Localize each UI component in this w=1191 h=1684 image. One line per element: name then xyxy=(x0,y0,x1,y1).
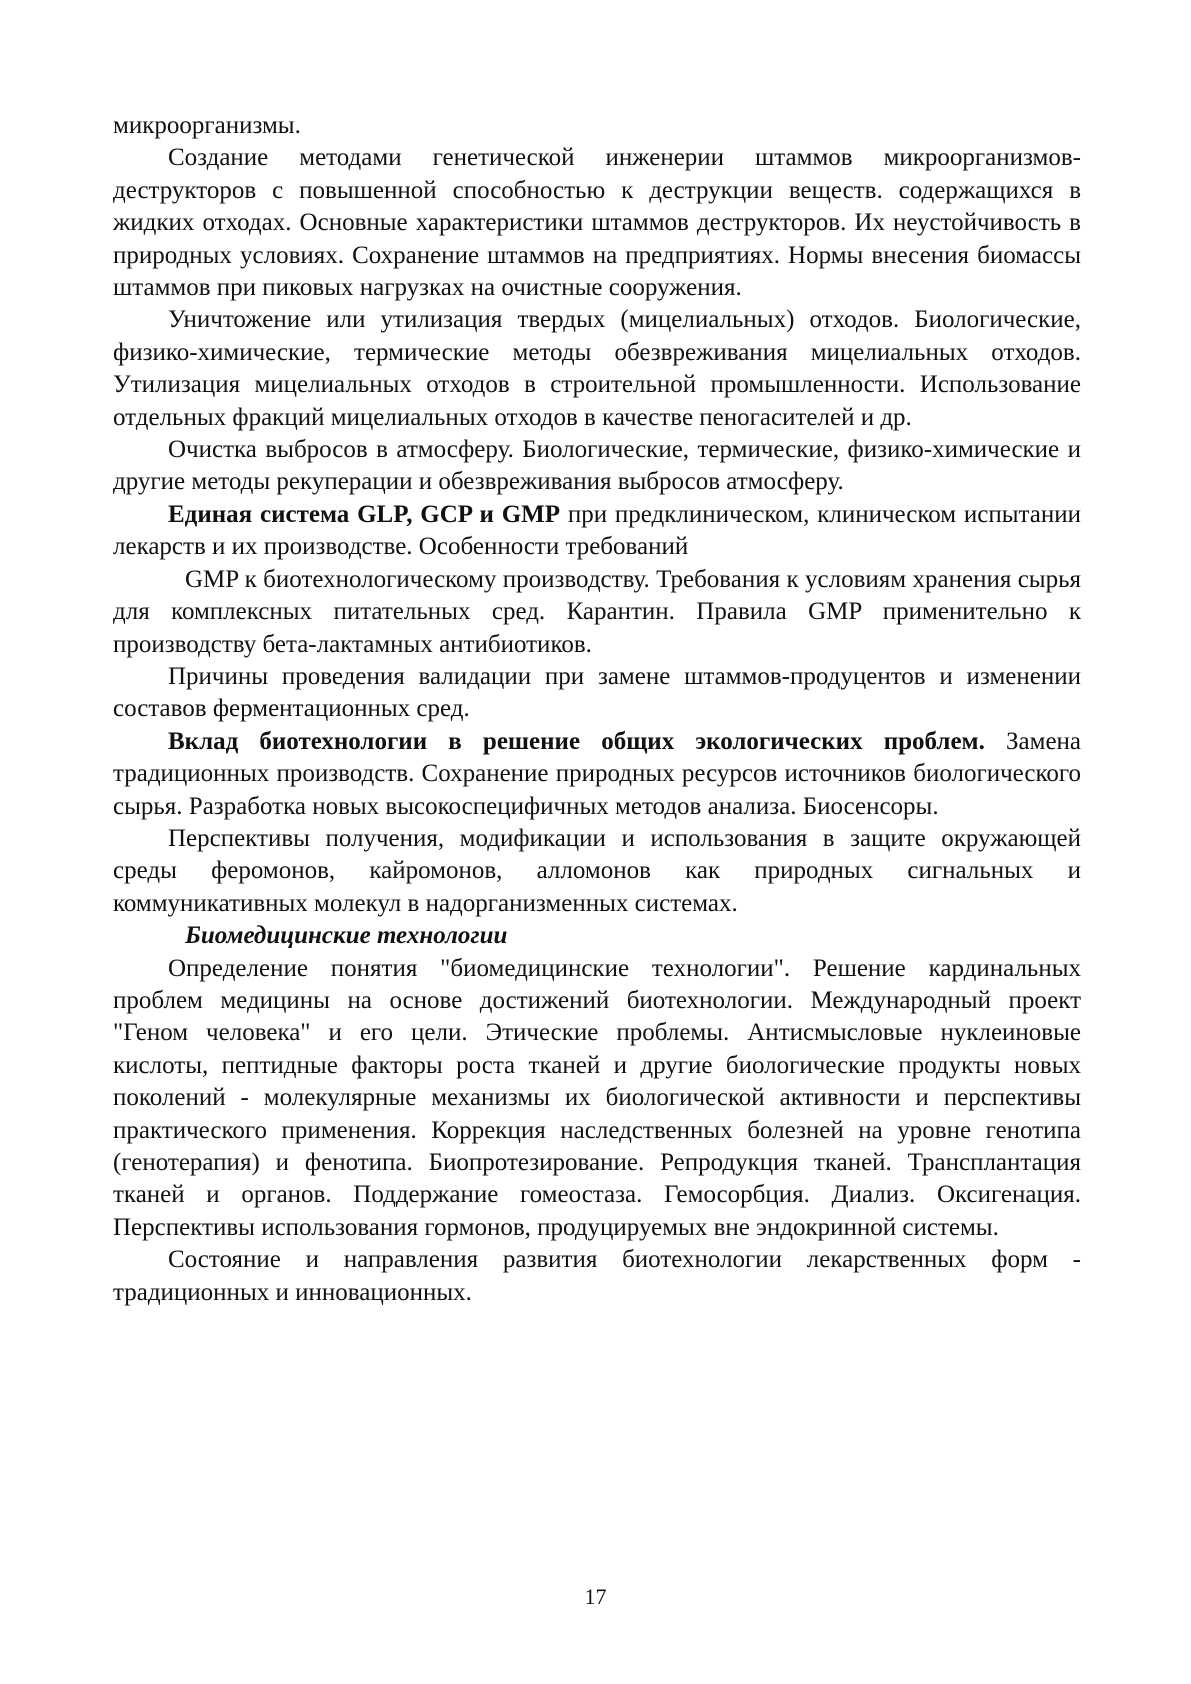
paragraph-ecology-contribution xyxy=(113,726,1081,823)
paragraph-glp-gcp-gmp-text: при предклиническом, клиническом испытании лекарств и их производстве. Особенности требований xyxy=(113,500,1081,561)
bold-term-glp-gcp-gmp: Единая система GLP, GCP и GMP xyxy=(168,500,561,528)
section-heading-biomedical: Биомедицинские технологии xyxy=(185,922,508,950)
paragraph-drug-forms: Состояние и направления развития биотехнологии лекарственных форм - традиционных и инновационных. xyxy=(113,1246,1081,1306)
page-body xyxy=(113,110,1081,1309)
paragraph-solid-waste: Уничтожение или утилизация твердых (мицелиальных) отходов. Биологические, физико-химические, термические методы обезвреживания мицелиальных отходов. Утилизация мицелиальных отходов в строительной промышленности. Использование отдельных фракций мицелиальных отходов в качестве пеногасителей и др. xyxy=(113,306,1081,431)
paragraph-gmp-requirements: GMP к биотехнологическому производству. Требования к условиям хранения сырья для комплексных питательных сред. Карантин. Правила GMP применительно к производству бета-лактамных антибиотиков. xyxy=(113,565,1081,658)
paragraph-pheromones: Перспективы получения, модификации и использования в защите окружающей среды феромонов, кайромонов, алломонов как природных сигнальных и коммуникативных молекул в надорганизменных системах. xyxy=(113,824,1081,917)
paragraph-destructor-strains: Создание методами генетической инженерии штаммов микроорганизмов-деструкторов с повышенной способностью к деструкции веществ. содержащихся в жидких отходах. Основные характеристики штаммов деструкторов. Их неустойчивость в природных условиях. Сохранение штаммов на предприятиях. Нормы внесения биомассы штаммов при пиковых нагрузках на очистные сооружения. xyxy=(113,144,1081,302)
paragraph-ecology-text: Замена традиционных производств. Сохранение природных ресурсов источников биологического сырья. Разработка новых высокоспецифичных методов анализа. Биосенсоры. xyxy=(113,727,1082,820)
paragraph-glp-gcp-gmp xyxy=(113,499,1081,564)
bold-term-ecology: Вклад биотехнологии в решение общих экологических проблем. xyxy=(168,727,985,755)
paragraph-air-emissions: Очистка выбросов в атмосферу. Биологические, термические, физико-химические и другие методы рекуперации и обезвреживания выбросов атмосферу. xyxy=(113,436,1081,496)
page-number: 17 xyxy=(584,1584,607,1609)
paragraph-biomedical-definition: Определение понятия "биомедицинские технологии". Решение кардинальных проблем медицины на основе достижений биотехнологии. Международный проект "Геном человека" и его цели. Этические проблемы. Антисмысловые нуклеиновые кислоты, пептидные факторы роста тканей и другие биологические продукты новых поколений - молекулярные механизмы их биологической активности и перспективы практического применения. Коррекция наследственных болезней на уровне генотипа (генотерапия) и фенотипа. Биопротезирование. Репродукция тканей. Трансплантация тканей и органов. Поддержание гомеостаза. Гемосорбция. Диализ. Оксигенация. Перспективы использования гормонов, продуцируемых вне эндокринной системы. xyxy=(113,954,1081,1241)
paragraph-continuation: микроорганизмы. xyxy=(113,112,301,139)
paragraph-validation: Причины проведения валидации при замене штаммов-продуцентов и изменении составов ферментационных сред. xyxy=(113,662,1081,723)
